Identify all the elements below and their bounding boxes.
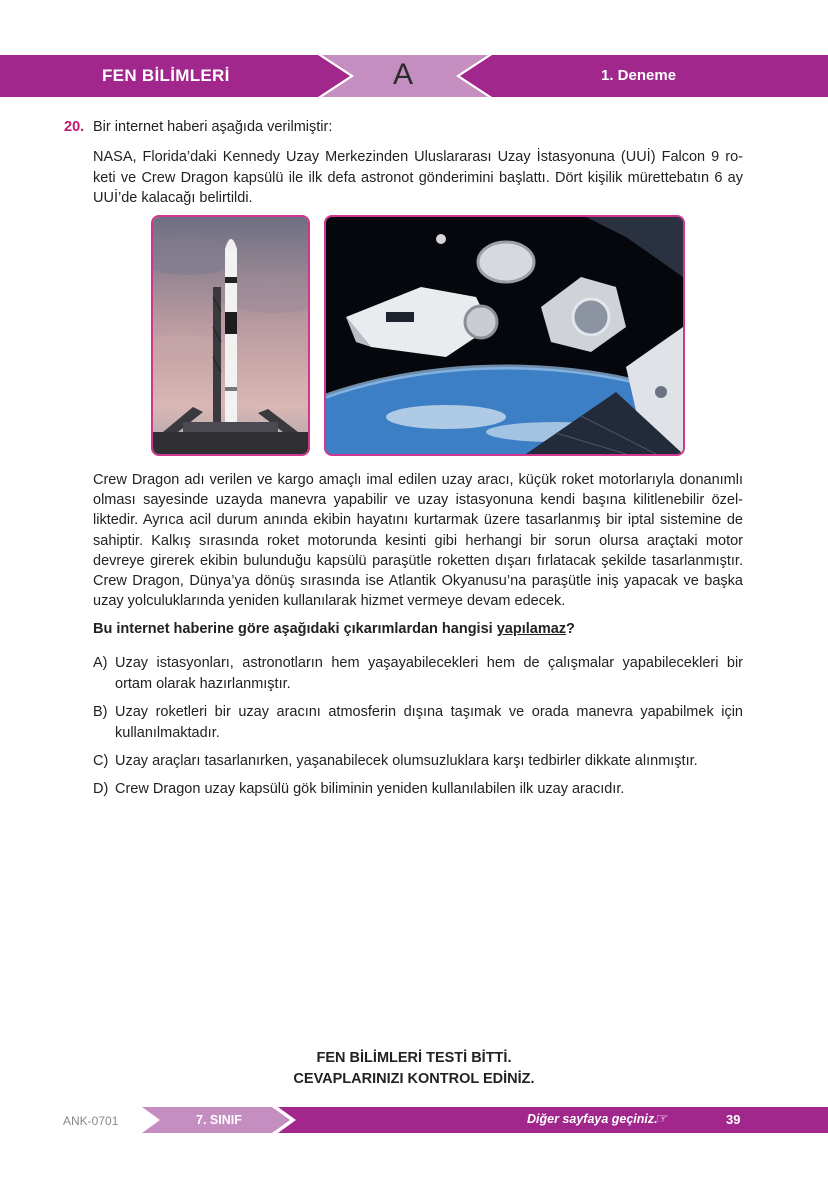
prompt-keyword: yapılamaz bbox=[496, 621, 567, 637]
option-text: Uzay istasyonları, astronotların hem yaşayabilecekleri hem de çalışmalar yapabilecekleri bir ortam olarak hazırlanmıştır. bbox=[115, 655, 743, 692]
option-text: Uzay araçları tasarlanırken, yaşanabilecek olumsuzluklara karşı tedbirler dikkate alınmıştır. bbox=[115, 753, 698, 769]
news-text: NASA, Florida’daki Kennedy Uzay Merkezinden Uluslararası Uzay İstasyonuna (UUİ) Falcon 9 ro-keti ve Crew Dragon kapsülü ile ilk defa astronot gönderimini başlattı. Dört kişilik mürettebatın 6 ay UUİ’de kalacağı belirtildi. bbox=[93, 149, 743, 206]
footer-band bbox=[0, 1107, 828, 1133]
question-number: 20. bbox=[64, 119, 85, 135]
prompt-end: ? bbox=[566, 621, 575, 637]
option-c[interactable] bbox=[93, 751, 743, 772]
rocket-launch-photo bbox=[151, 215, 310, 456]
page-number: 39 bbox=[726, 1112, 741, 1127]
option-text: Crew Dragon uzay kapsülü gök biliminin yeniden kullanılabilen ilk uzay aracıdır. bbox=[115, 781, 625, 797]
check-answers-note: CEVAPLARINIZI KONTROL EDİNİZ. bbox=[293, 1071, 535, 1087]
prompt-start: Bu internet haberine göre aşağıdaki çıkarımlardan hangisi bbox=[93, 621, 497, 637]
option-b[interactable] bbox=[93, 702, 743, 743]
exam-title: 1. Deneme bbox=[601, 67, 677, 84]
test-end-note: FEN BİLİMLERİ TESTİ BİTTİ. bbox=[316, 1050, 512, 1066]
grade-label: 7. SINIF bbox=[196, 1113, 242, 1127]
dragon-docking-photo bbox=[324, 215, 685, 456]
option-letter: B) bbox=[93, 704, 108, 720]
option-letter: C) bbox=[93, 753, 109, 769]
subject-title: FEN BİLİMLERİ bbox=[102, 66, 230, 85]
option-letter: D) bbox=[93, 781, 109, 797]
booklet-letter: A bbox=[392, 58, 413, 91]
question-intro: Bir internet haberi aşağıda verilmiştir: bbox=[93, 119, 333, 135]
option-d[interactable] bbox=[93, 779, 743, 800]
option-letter: A) bbox=[93, 655, 108, 671]
pointing-hand-icon: ☞ bbox=[656, 1110, 669, 1126]
option-a[interactable] bbox=[93, 653, 743, 694]
booklet-code: ANK-0701 bbox=[63, 1114, 119, 1128]
question-prompt bbox=[93, 621, 575, 637]
next-page-note: Diğer sayfaya geçiniz. bbox=[527, 1112, 658, 1126]
article-body: Crew Dragon adı verilen ve kargo amaçlı imal edilen uzay aracı, küçük roket motorlarıyla donanımlı olması sayesinde uzayda manevra yapabilir ve uzay istasyonuna kendi başına kilitlenebilir özel-liktedir. Ayrıca acil durum anında ekibin hayatını kurtarmak üzere tasarlanmış bir iptal sistemine de sahiptir. Kalkış sırasında roket motorunda kesinti gibi herhangi bir sorun olursa araçtaki motor devreye girerek ekibin bulunduğu kapsülü paraşütle roketten dışarı fırlatacak şekilde tasarlanmıştır. Crew Dragon, Dünya’ya dönüş sırasında ise Atlantik Okyanusu’na paraşütle iniş yapacak ve başka uzay yolculuklarında yeniden kullanılarak hizmet vermeye devam edecek. bbox=[93, 472, 743, 610]
option-text: Uzay roketleri bir uzay aracını atmosferin dışına taşımak ve orada manevra yapabilmek için kullanılmaktadır. bbox=[115, 704, 743, 741]
